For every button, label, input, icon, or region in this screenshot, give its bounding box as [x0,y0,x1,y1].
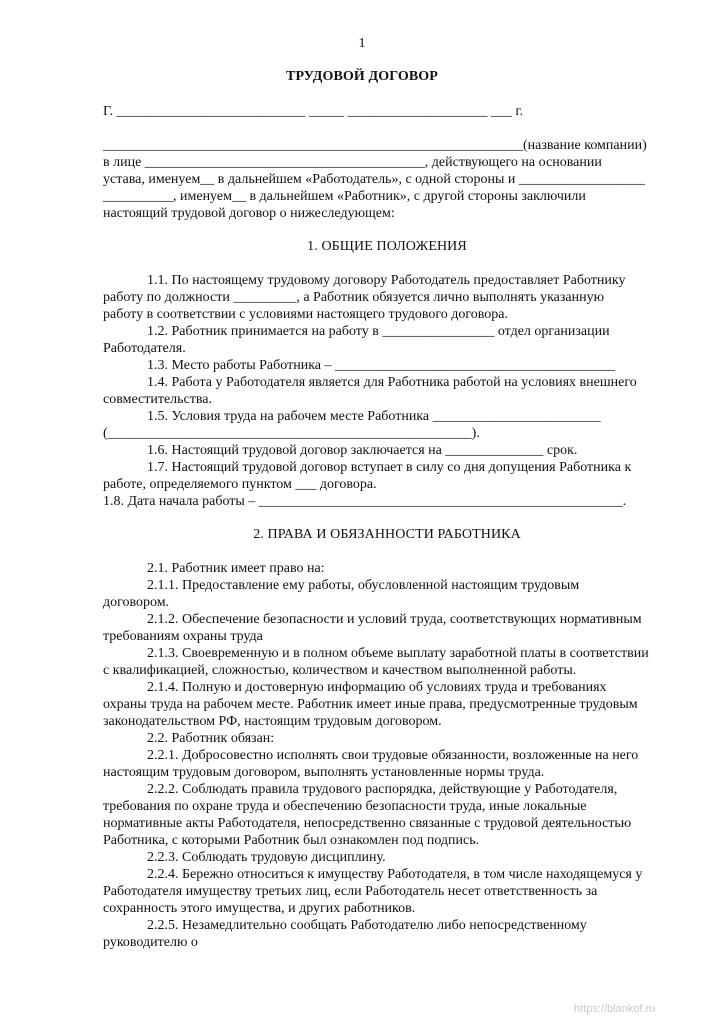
clause-line: работу по должности _________, а Работник обязуется лично выполнять указанную [103,290,605,305]
clause-line: 1.1. По настоящему трудовому договору Работодатель предоставляет Работнику [147,273,626,288]
clause-line: требованиям охраны труда [103,629,263,644]
clause-line: 2.2.1. Добросовестно исполнять свои трудовые обязанности, возложенные на него [147,748,639,763]
clause-line: 2.1.4. Полную и достоверную информацию об условиях труда и требованиях [147,680,607,695]
clause-line: законодательством РФ, настоящим трудовым договором. [103,714,442,729]
clause-line: 2.2.5. Незамедлительно сообщать Работодателю либо непосредственному [147,918,587,933]
clause-line: 1.4. Работа у Работодателя является для Работника работой на условиях внешнего [147,375,637,390]
clause-line: 2.1.3. Своевременную и в полном объеме выплату заработной платы в соответствии [147,646,649,661]
watermark-link[interactable]: https://blankof.ru [574,1003,656,1015]
clause-line: Работодателя. [103,341,186,356]
city-date-line: Г. ___________________________ _____ ____________________ ___ г. [103,104,524,119]
clause-line: 1.3. Место работы Работника – ________________________________________ [147,358,615,373]
section-heading: 1. ОБЩИЕ ПОЛОЖЕНИЯ [307,239,467,254]
clause-line: работу в соответствии с условиями настоящего трудового договора. [103,307,509,322]
clause-line: 2.2.2. Соблюдать правила трудового распорядка, действующие у Работодателя, [147,782,618,797]
clause-line: 1.2. Работник принимается на работу в ________________ отдел организации [147,324,610,339]
clause-line: 1.7. Настоящий трудовой договор вступает в силу со дня допущения Работника к [147,460,632,475]
clause-line: Работодателя имуществу третьих лиц, если Работодатель несет ответственность за [103,884,598,899]
clause-line: охраны труда на рабочем месте. Работник имеет иные права, предусмотренные трудовым [103,697,638,712]
page-number: 1 [358,36,366,51]
clause-line: 2.1. Работник имеет право на: [147,561,325,576]
clause-line: 2.1.2. Обеспечение безопасности и условий труда, соответствующих нормативным [147,612,642,627]
clause-line: нормативные акты Работодателя, непосредственно связанные с трудовой деятельностью [103,816,632,831]
clause-line: работе, определяемого пунктом ___ договора. [103,477,377,492]
section-heading: 2. ПРАВА И ОБЯЗАННОСТИ РАБОТНИКА [253,527,521,542]
clause-line: 1.6. Настоящий трудовой договор заключается на ______________ срок. [147,443,578,458]
document-title: ТРУДОВОЙ ДОГОВОР [286,69,438,84]
clause-line: руководителю о [103,935,198,950]
clause-line: требования по охране труда и обеспечению безопасности труда, иные локальные [103,799,587,814]
clause-line: договором. [103,595,170,610]
company-name-line: ____________________________________________________________(название компании) [103,138,647,153]
header-text-line: в лице ________________________________________, действующего на основании [103,155,602,170]
clause-line: сохранность этого имущества, и других работников. [103,901,416,916]
clause-line: 2.2.3. Соблюдать трудовую дисциплину. [147,850,386,865]
clause-line: 2.2.4. Бережно относиться к имуществу Работодателя, в том числе находящемуся у [147,867,643,882]
clause-line: 1.8. Дата начала работы – ____________________________________________________. [103,494,627,509]
header-text-line: устава, именуем__ в дальнейшем «Работодатель», с одной стороны и __________________ [103,172,645,187]
clause-line: совместительства. [103,392,213,407]
clause-line: с квалификацией, сложностью, количеством и качеством выполненной работы. [103,663,577,678]
clause-line: настоящим трудовым договором, выполнять установленные нормы труда. [103,765,545,780]
clause-line: 1.5. Условия труда на рабочем месте Работника ________________________ [147,409,601,424]
clause-line: Работника, с которыми Работник был ознакомлен под подпись. [103,833,480,848]
clause-line: 2.1.1. Предоставление ему работы, обусловленной настоящим трудовым [147,578,580,593]
clause-line: (____________________________________________________). [103,426,480,441]
header-text-line: __________, именуем__ в дальнейшем «Работник», с другой стороны заключили [103,189,586,204]
header-text-line: настоящий трудовой договор о нижеследующем: [103,206,395,221]
clause-line: 2.2. Работник обязан: [147,731,275,746]
